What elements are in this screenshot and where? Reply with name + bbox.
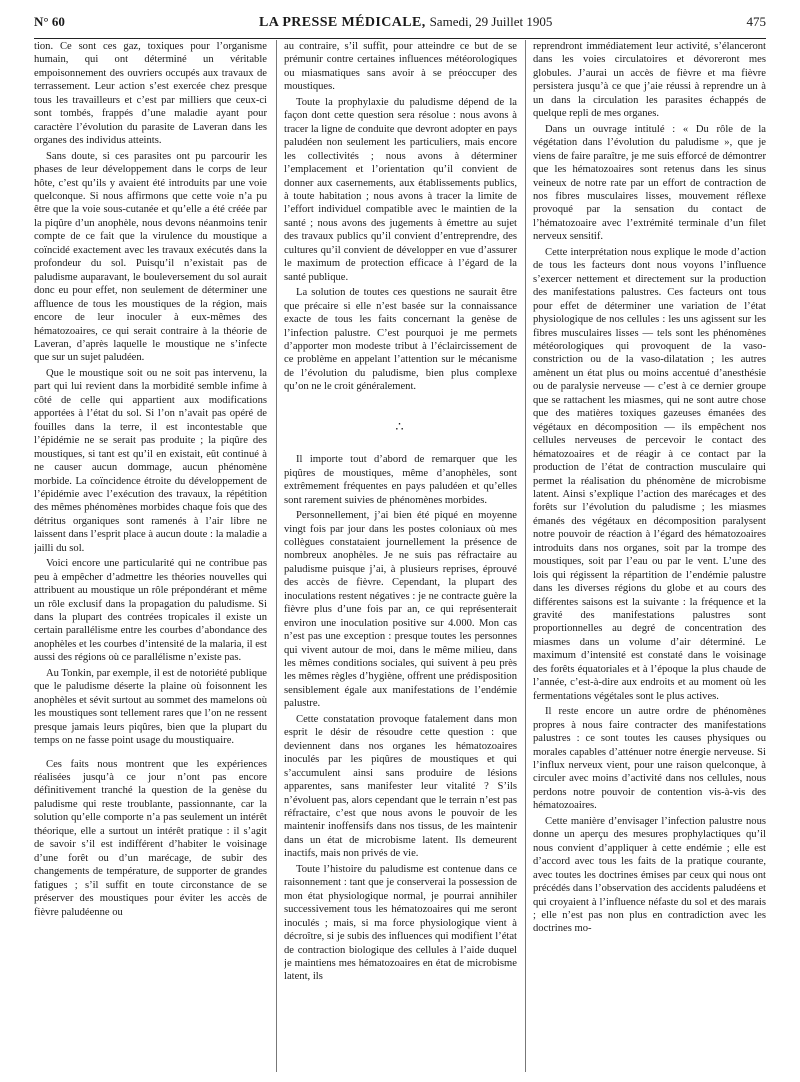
issue-date: Samedi, 29 Juillet 1905 bbox=[429, 14, 553, 29]
paragraph: Toute l’histoire du paludisme est contenue dans ce raisonnement : tant que je conserverai la possession de mon état physiologique normal, je pourrai annihiler successivement tous les hématozoaires qui me seront inoculés ; mais, si ma force physiologique vient à décroître, si je subis des influences qui modifient l’état de contraction biologique des cellules à l’aide duquel je maintiens mes hématozoaires en état de microbisme latent, ils bbox=[284, 863, 517, 983]
paragraph: Cette manière d’envisager l’infection palustre nous donne un aperçu des mesures prophylactiques qu’il nous convient d’appliquer à cette endémie ; elle est d’accord avec tous les faits de la pratique courante, avec toutes les doctrines émises par ceux qui nous ont précédés dans l’observation des accidents paludéens et qui croyaient à l’influence néfaste du sol et des marais ; elle n’est pas non plus en contradiction avec les doctrines mo- bbox=[533, 815, 766, 935]
paragraph: Il importe tout d’abord de remarquer que les piqûres de moustiques, même d’anophèles, sont extrêmement fréquentes en pays paludéen et qu’elles sont rarement suivies de phénomènes morbides. bbox=[284, 454, 517, 506]
article-columns bbox=[34, 40, 766, 1072]
paragraph: reprendront immédiatement leur activité, s’élanceront dans les voies circulatoires et dévoreront mes globules. J’aurai un accès de fièvre et ma fièvre persistera jusqu’à ce que j’aie réussi à reprendre un à un dans la circulation les parasites échappés de quelque repli de mes organes. bbox=[533, 41, 766, 120]
column-divider bbox=[525, 40, 526, 1072]
paragraph: Cette constatation provoque fatalement dans mon esprit le désir de résoudre cette question : que deviennent dans nos organes les hématozoaires inoculés par les piqûres de moustiques et qui s’accumulent ainsi sans produire de lésions apparentes, sans manifester leur vitalité ? S’ils n’évoluent pas, alors cependant que le terrain n’est pas réfractaire, c’est que nous avons le pouvoir de les maintenir inoffensifs dans nos tissus, de les maintenir dans un état de microbisme latent. Ils demeurent inactifs, mais non privés de vie. bbox=[284, 713, 517, 860]
journal-title bbox=[259, 14, 552, 31]
paragraph: Cette interprétation nous explique le mode d’action de tous les facteurs dont nous voyons l’influence s’exercer nettement et directement sur la production des manifestations palustres. Ces facteurs ont tous pour effet de déterminer une variation de l’état physiologique de nos cellules : les uns agissent sur les fibres musculaires lisses — tels sont les phénomènes météorologiques qui provoquent de la vaso-constriction ou de la vaso-dilatation ; les autres amènent un état plus ou moins accentué d’anesthésie ou de paralysie nerveuse — c’est à ce dernier groupe que se rattachent les miasmes, qui ne sont autre chose que des matières toxiques gazeuses émanées des végétaux en décomposition — ils empêchent nos cellules nerveuses de percevoir le contact des hématozoaires et de réagir à ce contact par la production de l’état de contraction musculaire qui permet la réalisation du phénomène de microbisme latent. Ainsi s’explique l’action des marécages et des forêts sur l’évolution du paludisme ; les miasmes émanés des végétaux en décomposition paralysent notre pouvoir de réaction à l’égard des hématozoaires introduits dans nos organes, soit par la trompe des moustiques, soit par l’eau ou par le vent. L’une des lois qui régissent la répartition de l’endémie palustre dans les diverses régions du globe et au cours des différentes saisons est la suivante : la fréquence et la gravité des manifestations palustres sont proportionnelles au degré de concentration des miasmes dans un volume d’air déterminé. Le maximum d’intensité est constaté dans le voisinage des forêts équatoriales et à l’époque la plus chaude de l’année, c’est-à-dire aux endroits et au moment où les fermentations végétales sont le plus actives. bbox=[533, 246, 766, 702]
section-separator: ∴ bbox=[395, 418, 406, 434]
paragraph: Ces faits nous montrent que les expériences réalisées jusqu’à ce jour n’ont pas encore définitivement tranché la question de la genèse du paludisme qui reste troublante, passionnante, car la solution qu’elle comporte n’a pas seulement un intérêt théorique, elle a surtout un intérêt pratique : il s’agit de savoir s’il est indifférent d’habiter le voisinage d’une forêt ou d’un marécage, de subir des changements de température, de supporter de grandes fatigues ; s’il suffit en toute circonstance de se préserver des moustiques pour éviter les accès de fièvre paludéenne ou bbox=[34, 758, 267, 918]
paragraph: au contraire, s’il suffit, pour atteindre ce but de se prémunir contre certaines influences météorologiques ou miasmatiques sans avoir à se préoccuper des moustiques. bbox=[284, 41, 517, 93]
paragraph: Sans doute, si ces parasites ont pu parcourir les phases de leur développement dans le corps de leur hôte, c’est qu’ils y avaient été introduits par une voie quelconque. Si nous affirmons que cette voie n’a pu être que la voie sous-cutanée et qu’elle a été créée par la piqûre d’un anophèle, nous devons néanmoins tenir compte de ce fait que la virulence du moustique a coïncidé exactement avec les travaux exécutés dans la profondeur du sol. Puisqu’il n’existait pas de paludisme auparavant, le bouleversement du sol aurait donc eu pour effet, non seulement de déterminer une affluence de tous les moustiques de la région, mais encore de leur inoculer à eux-mêmes des hématozoaires, ce qui serait contraire à la théorie de Laveran, d’après laquelle le moustique ne s’infecte que sur un sujet paludéen. bbox=[34, 150, 267, 364]
column-3 bbox=[533, 40, 766, 1072]
issue-number: N° 60 bbox=[34, 14, 65, 29]
column-1 bbox=[34, 40, 267, 1072]
paragraph: Dans un ouvrage intitulé : « Du rôle de la végétation dans l’évolution du paludisme », que je viens de faire paraître, je me suis efforcé de démontrer que les hématozoaires sont retenus dans les sinus veineux de notre rate par un effort de contraction de nos fibres musculaires lisses, mouvement réflexe provoqué par la sensation du contact de l’hématozoaire avec l’extrémité terminale d’un filet nerveux sensitif. bbox=[533, 123, 766, 243]
page-header bbox=[34, 14, 766, 39]
paragraph: tion. Ce sont ces gaz, toxiques pour l’organisme humain, qui ont déterminé un véritable empoisonnement des ouvriers occupés aux travaux de terrassement. Leur action s’est exercée chez presque tous les travailleurs et c’est par milliers que ceux-ci sont tombés, frappés d’une maladie ayant pour caractère l’évolution du parasite de Laveran dans les organes des individus atteints. bbox=[34, 41, 267, 147]
column-2 bbox=[284, 40, 517, 1072]
paragraph: La solution de toutes ces questions ne saurait être que précaire si elle n’est basée sur la connaissance exacte de tous les faits concernant la genèse de l’infection palustre. C’est pourquoi je me permets d’apporter mon modeste tribut à l’éclaircissement de ce problème en appelant l’attention sur le mécanisme de l’évolution du paludisme, bien plus complexe qu’on ne le croit généralement. bbox=[284, 287, 517, 393]
page-number: 475 bbox=[746, 14, 766, 29]
paragraph: Il reste encore un autre ordre de phénomènes propres à nous faire contracter des manifestations palustres : ce sont toutes les causes physiques ou morales capables d’atténuer notre énergie nerveuse. Si l’influx nerveux vient, pour une raison quelconque, à circuler avec moins d’activité dans nos cellules, nous perdons notre pouvoir de contention vis-à-vis des hématozoaires. bbox=[533, 706, 766, 812]
paragraph: Toute la prophylaxie du paludisme dépend de la façon dont cette question sera résolue : nous avons à tracer la ligne de conduite que devront adopter en pays paludéen non seulement les particuliers, mais encore les collectivités ; nous avons à déterminer l’emplacement et l’orientation qu’il convient de donner aux casernements, aux établissements publics, à toute habitation ; nous avons à tracer la limite de l’effort individuel compatible avec le maintien de la santé ; nous avons des jugements à émettre au sujet des travaux publics qu’il convient d’entreprendre, des cultures qu’il convient de développer en vue d’assurer le maximum de protection efficace à l’égard de la santé publique. bbox=[284, 96, 517, 283]
column-divider bbox=[276, 40, 277, 1072]
journal-name: LA PRESSE MÉDICALE, bbox=[258, 15, 426, 30]
paragraph: Que le moustique soit ou ne soit pas intervenu, la part qui lui revient dans la morbidité semble infime à côté de celle qui appartient aux modifications apportées à l’état du sol. Si l’on n’avait pas opéré de fouilles dans la terre, il est incontestable que l’épidémie ne se serait pas produite ; la piqûre des moustiques, si tant est qu’il en existait, eût continué à ne causer aucun dommage, aucun phénomène morbide. La coïncidence étroite du développement de l’épidémie avec l’exécution des travaux, la répétition des mêmes phénomènes morbides chaque fois que des détritus organiques sont ramenés à l’air libre ne laissent dans l’esprit place à aucun doute : la maladie a jailli du sol. bbox=[34, 367, 267, 554]
paragraph: Personnellement, j’ai bien été piqué en moyenne vingt fois par jour dans les postes coloniaux où mes collègues constataient journellement la présence de nombreux anophèles. Je ne suis pas réfractaire au paludisme puisque j’ai, à plusieurs reprises, éprouvé des accès de fièvre. Cependant, la plupart des inoculations restent négatives : je ne contracte guère la fièvre plus d’une fois par an, ce qui représenterait environ une inoculation positive sur 4.000. Mon cas n’est pas une exception : presque toutes les personnes qui vivent autour de moi, dans le même milieu, dans les mêmes conditions sociales, qui suivent à peu près les mêmes règles d’hygiène, offrent une prédisposition sensiblement égale aux manifestations de l’endémie palustre. bbox=[284, 510, 517, 710]
paragraph: Voici encore une particularité qui ne contribue pas peu à empêcher d’admettre les théories nouvelles qui attribuent au moustique un rôle prépondérant et même un rôle exclusif dans la propagation du paludisme. Si dans la plupart des contrées tropicales il existe un certain parallélisme entre les courbes d’abondance des anophèles et les courbes d’intensité de la malaria, il est aussi des régions où ce parallélisme n’existe pas. bbox=[34, 558, 267, 664]
paragraph: Au Tonkin, par exemple, il est de notoriété publique que le paludisme déserte la plaine où foisonnent les anophèles et sévit surtout au sommet des mamelons où les moustiques sont tellement rares que l’on ne ressent presque jamais leurs piqûres, bien que la plupart du temps on ne fasse point usage du moustiquaire. bbox=[34, 667, 267, 747]
